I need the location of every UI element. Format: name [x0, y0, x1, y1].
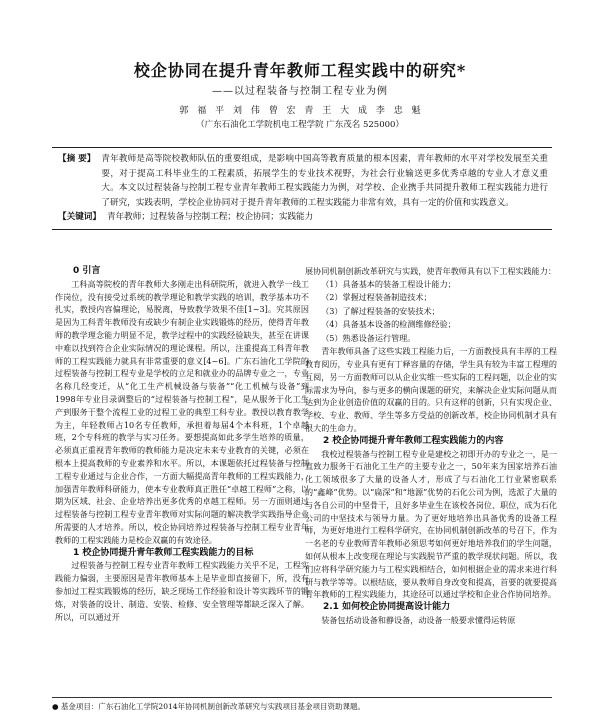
- section-heading-content: 2 校企协同提升青年教师工程实践能力的内容: [323, 435, 504, 446]
- paragraph-abilities: 青年教师具备了这些实践工程能力后，一方面教授具有丰厚的工程教育阅历，专业具有更有丁释容量的存储，学生具有较为丰富工程理的互阅，另一方面教师可以从企业实维一些实际的工程问题，以企业的实际需求为导向，参与更多的横向课题的研究，来解决企业实际问题从而达到为企业创造价值的双赢的目的。只有这样的创新，只有实现企业、学校、专业、教师、学生等多方受益的创新改革，校企协同机制才具有很大的生命力。: [305, 346, 557, 434]
- author-list: 郭 福 平 刘 伟 曾 宏 青 王 大 成 李 忠 魁: [179, 106, 421, 116]
- abstract-row: [52, 152, 552, 210]
- left-column: [55, 265, 309, 623]
- list-item: （2）掌握过程装备制造技术；: [321, 292, 432, 303]
- list-item: （1）具备基本的装备工程设计能力；: [321, 278, 456, 289]
- abstract-label: 【摘 要】: [58, 154, 96, 164]
- list-item: （5）熟悉设备运行管理。: [321, 332, 416, 343]
- subsection-heading-design: 2.1 如何校企协同提高设计能力: [323, 602, 451, 613]
- right-column: [305, 265, 557, 627]
- paragraph-goals: 过程装备与控制工程专业青年教师工程实践能力关乎不足，工程实践能力偏弱，主要原因是青年教师基本上是毕业即直接留下，所，没有参加过工程实践锻炼的经历，缺乏现场工作经验和设计等实践环节的锻炼，对装备的设计、制造、安装、检修、安全管理等都缺乏深入了解。所以，可以通过开: [55, 560, 309, 622]
- paragraph-content: 我校过程装备与控制工程专业是建校之初即开办的专业之一，是一直致力服务于石油化工生产的主要专业之一，50年来为国家培养石油化工领域很多了大量的设备人才，形成了与石油化工行业紧密联系的“鑫峰”优势。以“扁深”和“地源”优势的石化公司为例，选派了大量的与各自公司的中坚骨干，且好多毕业生在该校各岗位、职位，成为石化公司的中坚技术与领导力量。为了更好地培养出具备优秀的设备工程师，为更好地进行工程科学研究，在协同机制创新改革的号召下，作为一名老的专业教师青年教师必须思考如何更好地培养我们的学生问题，如何从根本上改变现在理论与实践脱节严重的教学现状问题。所以，我们应将科学研究能力与工程实践相结合，如何根据企业的需求来进行科研与教学等等。以根结底，要从教师自身改变和提高，首要的就要提高青年教师的工程实践能力，其途径可以通过学校和企业合作协同培养。: [305, 448, 557, 600]
- list-item: （4）具备基本设备的检测维修经验；: [321, 319, 456, 330]
- paragraph-continued: 展协同机制创新改革研究与实践，使青年教师具有以下工程实践能力：: [305, 266, 556, 276]
- paper-subtitle: ——以过程装备与控制工程专业为例: [212, 86, 388, 97]
- affiliation: （广东石油化工学院机电工程学院 广东茂名 525000）: [196, 120, 404, 130]
- footnote: ● 基金项目：广东石油化工学院2014年协同机制创新改革研究与实践项目基金项目资助课题。: [52, 697, 552, 712]
- abstract-box: [52, 147, 552, 230]
- section-heading-goals: 1 校企协同提升青年教师工程实践能力的目标: [73, 547, 254, 558]
- abstract-text: 青年教师是高等院校教师队伍的重要组成，是影响中国高等教育质量的根本因素，青年教师的水平对学校发展至关重要，对于提高工科毕业生的工程素质，拓展学生的专业技术视野，为社会行业输送更多优秀卓越的专业人才意义重大。本文以过程装备与控制工程专业青年教师工程实践能力为例，对学校、企业携手共同提升教师工程实践能力进行了研究，实践表明，学校企业协同对于提升青年教师的工程实践能力非常有效，具有一定的价值和实践意义。: [101, 154, 548, 208]
- paragraph-intro: 工科高等院校的青年教师大多刚走出科研院所，就进入教学一线工作岗位，没有接受过系统的教学理论和教学实践的培训，教学基本功不扎实，教授内容偏理论，易脱离，导致教学效果不佳[1~3]。究其原因是因为工科青年教师没有或缺少有制企业实践锻炼的经历，使得青年教师的教学理念能力明显不足，教学过程中的实践经验缺失，甚至在讲课中难以找到符合企业实际情况的理论课程。所以，注重提高工科青年教师的工程实践能力就具有非常重要的意义[4~6]。广东石油化工学院的过程装备与控制工程专业是学校的立足和就业办的品牌专业之一，专业名称几经变迁，从“化工生产机械设备与装备”“化工机械与设备”到1998年专业目录调整后的“过程装备与控制工程”，是从服务于化工生产到服务于整个流程工业的过程工业的典型工科专业。教授以教育教学为主，年轻教师占10名专任教师，承担着每届4个本科班，1个卓越班，2个专科班的教学与实习任务。要想提高如此多学生培养的质量，必须真正重视青年教师的教师能力是决定未来专业教育的关键，必须在根本上提高教师的专业素养和水平。所以，本课题依托过程装备与控制工程专业通过与企业合作，一方面大幅提高青年教师的工程实践能力，加强青年教师科研能力，使本专业教师真正胜任“卓越工程师”之称，以期为区域、社会、企业培养出更多优秀的卓越工程师。另一方面则通过过程装备与控制工程专业青年教师对实际问题的解决教学实践指导企业所需要的人才培养。所以，校企协同培养过程装备与控制工程专业青年教师的工程实践能力是校企双赢的有效途径。: [55, 278, 309, 545]
- keywords-text: 青年教师；过程装备与控制工程；校企协同；实践能力: [106, 212, 314, 223]
- section-heading-introduction: 0 引言: [73, 266, 101, 276]
- paragraph-design: 装备包括动设备和静设备，动设备一般要求懂得运转原: [321, 615, 516, 626]
- keywords-label: 【关键词】: [58, 212, 101, 223]
- paper-title: 校企协同在提升青年教师工程实践中的研究*: [133, 61, 467, 80]
- keywords-row: [52, 210, 552, 225]
- list-item: （3）了解过程装备的安装技术；: [321, 305, 440, 316]
